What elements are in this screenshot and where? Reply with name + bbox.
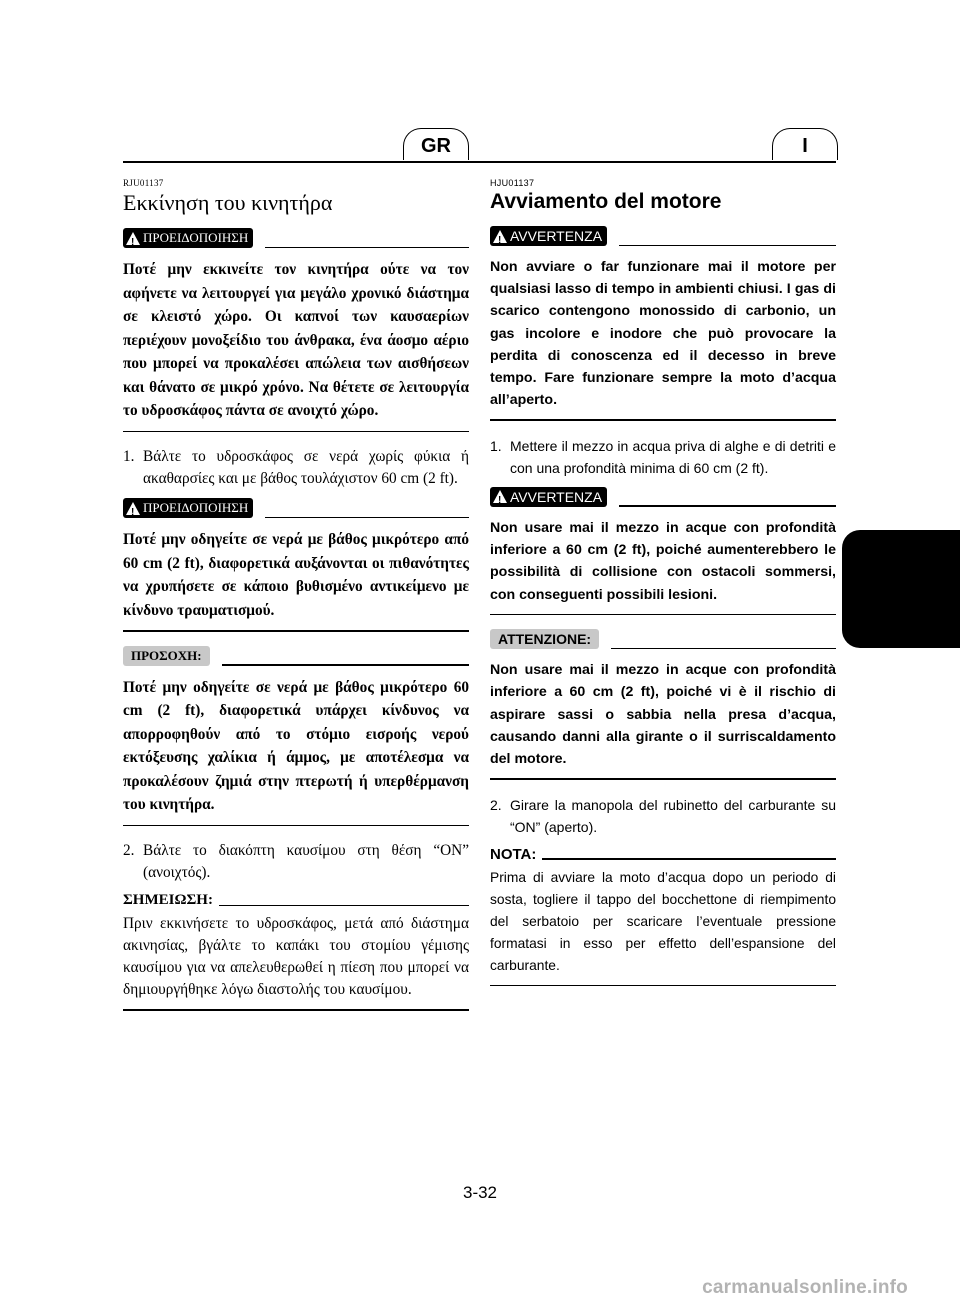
language-tab-italian: I xyxy=(772,128,838,160)
note-rule xyxy=(542,858,836,860)
header-rule xyxy=(123,161,836,163)
warning-rule xyxy=(265,247,469,249)
warning-triangle-icon xyxy=(126,232,140,245)
warning-rule xyxy=(265,517,469,519)
step-number: 2. xyxy=(123,842,135,859)
caution-badge: ΠΡΟΣΟΧΗ: xyxy=(123,646,210,666)
note-rule xyxy=(219,905,469,907)
warning-end-rule xyxy=(490,614,836,616)
language-tab-greek: GR xyxy=(403,128,469,160)
note-label: NOTA: xyxy=(490,845,537,863)
warning-label: AVVERTENZA xyxy=(510,228,603,244)
step-item xyxy=(123,840,469,884)
warning-header xyxy=(490,226,836,246)
warning-triangle-icon xyxy=(493,490,507,503)
warning-header xyxy=(123,498,469,518)
caution-end-rule xyxy=(123,825,469,827)
warning-badge xyxy=(490,487,607,507)
warning-text: Ποτέ μην εκκινείτε τον κινητήρα ούτε να τον αφήνετε να λειτουργεί για μεγάλο χρονικό διάστημα σε κλειστό χώρο. Οι καπνοί των καυσαερίων περιέχουν μονοξείδιο του άνθρακα, ένα άοσμο αέριο που μπορεί να προκαλέσει απώλεια των αισθήσεων και θάνατο σε μικρό χρόνο. Να θέτετε σε λειτουργία το υδροσκάφος πάντα σε ανοιχτό χώρο. xyxy=(123,261,469,419)
step-text: Girare la manopola del rubinetto del carburante su “ON” (aperto). xyxy=(510,796,836,835)
caution-badge: ATTENZIONE: xyxy=(490,629,599,649)
warning-text: Ποτέ μην οδηγείτε σε νερά με βάθος μικρότερο από 60 cm (2 ft), διαφορετικά αυξάνονται οι πιθανότητες να χρυπήσετε σε κάποιο βυθισμένο αντικείμενο με κίνδυνο τραυματισμού. xyxy=(123,531,469,619)
note-text: Prima di avviare la moto d’acqua dopo un periodo di sosta, togliere il tappo del bocchettone di riempimento del serbatoio per scaricare l’eventuale pressione formatasi in esso per effetto dell’espansione del carburante. xyxy=(490,869,836,973)
warning-header xyxy=(490,487,836,507)
watermark: carmanualsonline.info xyxy=(702,1277,908,1298)
greek-column xyxy=(123,178,469,1025)
warning-end-rule xyxy=(490,419,836,421)
page-number: 3-32 xyxy=(462,1183,498,1202)
warning-text: Non usare mai il mezzo in acque con profondità inferiore a 60 cm (2 ft), poiché aumenterebbero le possibilità di collisione con ostacoli sommersi, con conseguenti possibili lesioni. xyxy=(490,519,836,603)
step-number: 1. xyxy=(490,437,502,454)
warning-badge xyxy=(123,228,253,248)
warning-badge xyxy=(490,226,607,246)
step-number: 1. xyxy=(123,448,135,465)
section-code: RJU01137 xyxy=(123,178,164,188)
section-code: HJU01137 xyxy=(490,178,535,188)
warning-end-rule xyxy=(123,431,469,433)
warning-text: Non avviare o far funzionare mai il motore per qualsiasi lasso di tempo in ambienti chiusi. I gas di scarico contengono monossido di carbonio, un gas incolore e inodore che può provocare la perdita di conoscenza ed il decesso in breve tempo. Fare funzionare sempre la moto d’acqua all’aperto. xyxy=(490,259,836,409)
step-item xyxy=(490,794,836,838)
step-item xyxy=(490,435,836,479)
warning-rule xyxy=(619,245,836,247)
warning-triangle-icon xyxy=(493,230,507,243)
step-text: Βάλτε το διακόπτη καυσίμου στη θέση “ON” (ανοιχτός). xyxy=(143,842,469,881)
step-text: Mettere il mezzo in acqua priva di alghe e di detriti e con una profondità minima di 60 cm (2 ft). xyxy=(510,437,836,476)
caution-header xyxy=(123,646,469,666)
page-header xyxy=(123,128,836,164)
caution-rule xyxy=(611,648,836,650)
warning-badge xyxy=(123,498,253,518)
caution-text: Non usare mai il mezzo in acque con profondità inferiore a 60 cm (2 ft), poiché vi è il rischio di aspirare sassi o sabbia nella presa d’acqua, causando danni alla girante o il surriscaldamento del motore. xyxy=(490,662,836,768)
caution-text: Ποτέ μην οδηγείτε σε νερά με βάθος μικρότερο 60 cm (2 ft), διαφορετικά υπάρχει κίνδυνος να απορροφηθούν από το στόμιο εισροής νερού εκτόξευσης χαλίκια ή άμμος, με αποτέλεσμα να προκαλέσουν ζημιά στην πτερωτή ή υπερθέρμανση του κινητήρα. xyxy=(123,678,469,813)
warning-label: ΠΡΟΕΙΔΟΠΟΙΗΣΗ xyxy=(143,230,249,245)
note-end-rule xyxy=(490,985,836,987)
caution-rule xyxy=(222,664,469,666)
warning-label: ΠΡΟΕΙΔΟΠΟΙΗΣΗ xyxy=(143,500,249,515)
note-label: ΣΗΜΕΙΩΣΗ: xyxy=(123,892,213,908)
caution-header xyxy=(490,629,836,649)
warning-end-rule xyxy=(123,630,469,632)
step-item xyxy=(123,446,469,490)
caution-end-rule xyxy=(490,778,836,780)
note-header xyxy=(490,846,836,863)
step-number: 2. xyxy=(490,796,502,813)
warning-label: AVVERTENZA xyxy=(510,488,603,505)
step-text: Βάλτε το υδροσκάφος σε νερά χωρίς φύκια ή ακαθαρσίες και με βάθος τουλάχιστον 60 cm (2 ft). xyxy=(143,448,469,487)
chapter-side-tab xyxy=(842,530,960,648)
note-header xyxy=(123,892,469,909)
italian-column xyxy=(490,178,836,1000)
note-end-rule xyxy=(123,1009,469,1011)
warning-rule xyxy=(619,505,836,507)
section-title: Avviamento del motore xyxy=(490,190,722,213)
section-title: Εκκίνηση του κινητήρα xyxy=(123,190,333,215)
note-text: Πριν εκκινήσετε το υδροσκάφος, μετά από διάστημα ακινησίας, βγάλτε το καπάκι του στομίου γέμισης καυσίμου για να απελευθερωθεί η πίεση που μπορεί να δημιουργήθηκε λόγω διαστολής του καυσίμου. xyxy=(123,915,469,998)
warning-triangle-icon xyxy=(126,502,140,515)
warning-header xyxy=(123,228,469,248)
